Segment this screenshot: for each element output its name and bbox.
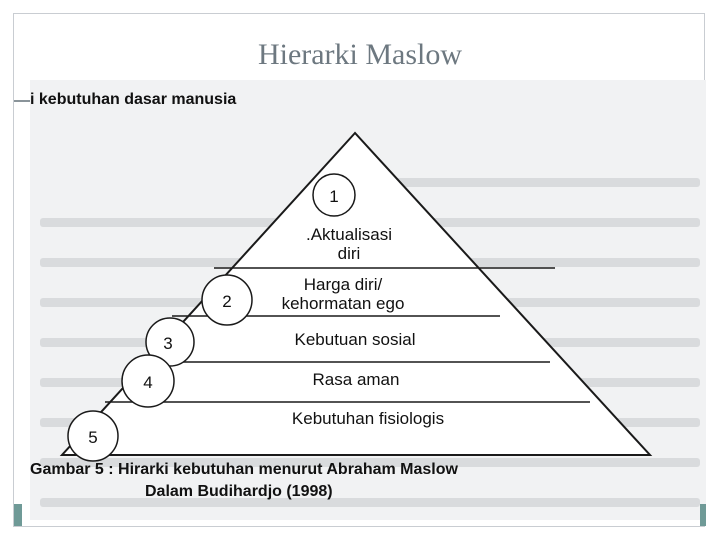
level-1-label: .Aktualisasi bbox=[306, 225, 392, 244]
level-2-number: 2 bbox=[222, 292, 232, 311]
level-5-number: 5 bbox=[88, 428, 98, 447]
level-3-label: Kebutuan sosial bbox=[294, 330, 416, 349]
level-1-label: diri bbox=[337, 244, 361, 263]
level-4-number: 4 bbox=[143, 373, 153, 392]
level-2-label: kehormatan ego bbox=[281, 294, 405, 313]
figure-caption: Gambar 5 : Hirarki kebutuhan menurut Abraham Maslow bbox=[30, 461, 458, 478]
slide-title: Hierarki Maslow bbox=[257, 38, 463, 71]
level-1-number: 1 bbox=[329, 187, 339, 206]
level-5-label: Kebutuhan fisiologis bbox=[291, 409, 445, 428]
level-4-label: Rasa aman bbox=[312, 370, 400, 389]
slide-accent-bar bbox=[700, 504, 706, 526]
figure-caption-source: Dalam Budihardjo (1998) bbox=[145, 483, 333, 500]
scan-heading: i kebutuhan dasar manusia bbox=[30, 91, 237, 108]
level-2-label: Harga diri/ bbox=[303, 275, 383, 294]
slide-accent-bar bbox=[14, 504, 22, 526]
level-3-number: 3 bbox=[163, 334, 173, 353]
